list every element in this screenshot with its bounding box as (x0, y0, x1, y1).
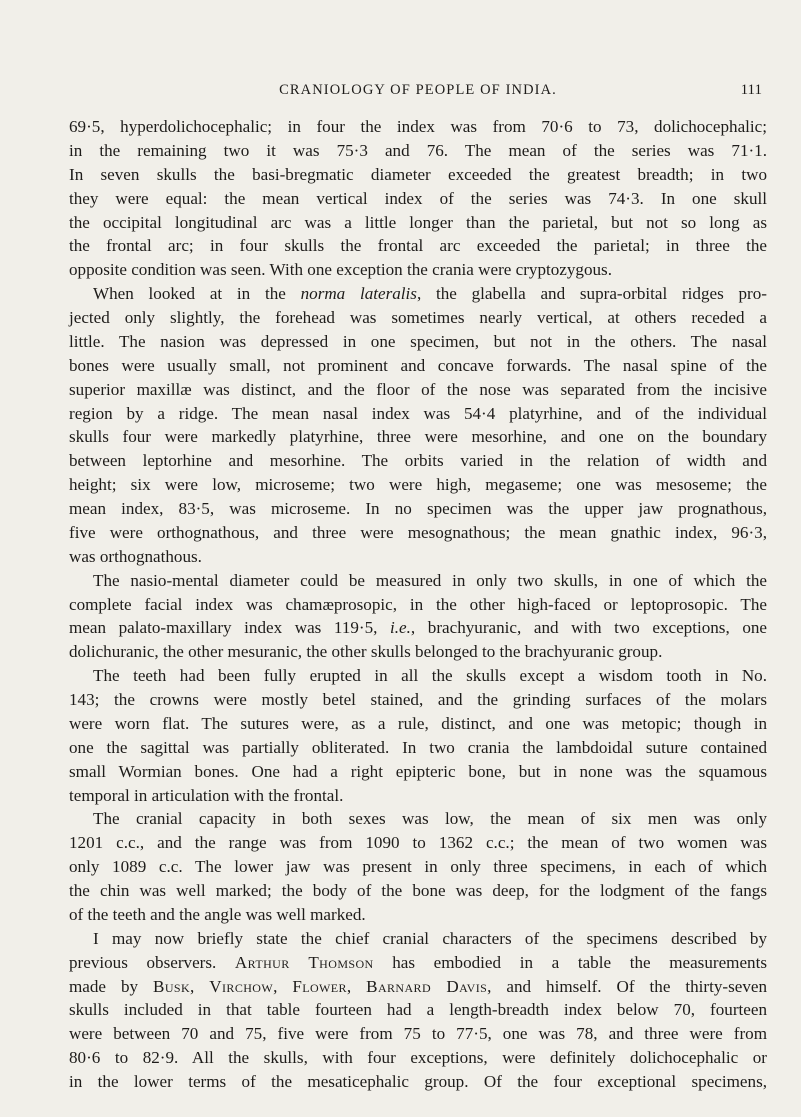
text-line: was orthognathous. (69, 546, 202, 566)
text-span: , (346, 976, 367, 996)
text-line: dolichuranic, the other mesuranic, the other skulls belonged to the brachyuranic group. (69, 642, 663, 662)
text-line: superior maxillæ was distinct, and the floor of the nose was separated from the incisive (69, 379, 767, 399)
author-name: Arthur Thomson (234, 952, 374, 972)
author-name: Flower (292, 976, 347, 996)
text-line: 69·5, hyperdolichocephalic; in four the index was from 70·6 to 73, dolichocephalic; (69, 117, 767, 136)
text-span: has embodied in a table the measurements (373, 952, 767, 972)
text-span: When looked at in the (93, 284, 301, 304)
running-head (68, 78, 768, 102)
page-number: 111 (740, 82, 762, 98)
text-line: one the sagittal was partially obliterated. In two crania the lambdoidal suture contained (69, 737, 767, 757)
text-line (69, 616, 767, 640)
text-line: height; six were low, microseme; two were high, megaseme; one was mesoseme; the (69, 475, 767, 495)
text-span: previous observers. (69, 952, 235, 972)
text-line: I may now briefly state the chief cranial characters of the specimens described by (93, 928, 767, 948)
text-span: , (190, 976, 210, 996)
text-line: opposite condition was seen. With one exception the crania were cryptozygous. (69, 260, 612, 280)
text-line: The cranial capacity in both sexes was low, the mean of six men was only (93, 809, 767, 829)
text-line (69, 975, 767, 999)
italic-term: i.e. (390, 618, 411, 638)
text-line (69, 951, 767, 975)
text-line: region by a ridge. The mean nasal index was 54·4 platyrhine, and of the individual (69, 403, 767, 423)
text-span: made by (69, 976, 154, 996)
text-span: mean palato-maxillary index was 119·5, (69, 618, 391, 638)
text-line: mean index, 83·5, was microseme. In no specimen was the upper jaw prognathous, (69, 499, 767, 518)
text-span: , (273, 976, 293, 996)
text-line: of the teeth and the angle was well marked. (69, 904, 366, 924)
text-line: The teeth had been fully erupted in all the skulls except a wisdom tooth in No. (93, 666, 767, 686)
italic-term: norma lateralis (300, 284, 417, 304)
text-line: In seven skulls the basi-bregmatic diameter exceeded the greatest breadth; in two (69, 164, 767, 184)
text-line: 143; the crowns were mostly betel stained, and the grinding surfaces of the molars (69, 690, 767, 709)
text-line: in the lower terms of the mesaticephalic group. Of the four exceptional specimens, (69, 1072, 767, 1091)
text-line: only 1089 c.c. The lower jaw was present in only three specimens, in each of which (69, 857, 767, 877)
text-line: the chin was well marked; the body of the bone was deep, for the lodgment of the fangs (69, 881, 767, 900)
text-line: skulls four were markedly platyrhine, three were mesorhine, and one on the boundary (69, 427, 767, 447)
text-line: skulls included in that table fourteen had a length-breadth index below 70, fourteen (69, 1000, 767, 1020)
author-name: Busk (153, 976, 191, 996)
text-line: small Wormian bones. One had a right epipteric bone, but in none was the squamous (69, 761, 767, 781)
text-line: they were equal: the mean vertical index of the series was 74·3. In one skull (69, 188, 767, 208)
running-title: CRANIOLOGY OF PEOPLE OF INDIA. (279, 82, 557, 98)
text-span: , and himself. Of the thirty-seven (487, 976, 768, 996)
text-line: The nasio-mental diameter could be measured in only two skulls, in one of which the (93, 570, 767, 590)
text-span: , the glabella and supra-orbital ridges pro- (416, 284, 767, 304)
text-line: bones were usually small, not prominent and concave forwards. The nasal spine of the (69, 355, 767, 375)
text-line: 1201 c.c., and the range was from 1090 to 1362 c.c.; the mean of two women was (69, 833, 767, 853)
text-line: were worn flat. The sutures were, as a rule, distinct, and one was metopic; though in (69, 713, 767, 733)
author-name: Barnard Davis (366, 976, 488, 996)
text-line (69, 282, 767, 306)
text-line: between leptorhine and mesorhine. The orbits varied in the relation of width and (69, 451, 767, 471)
text-line: in the remaining two it was 75·3 and 76. The mean of the series was 71·1. (69, 140, 767, 160)
text-line: the frontal arc; in four skulls the frontal arc exceeded the parietal; in three the (69, 236, 767, 256)
text-line: 80·6 to 82·9. All the skulls, with four exceptions, were definitely dolichocephalic or (69, 1048, 767, 1068)
text-line: complete facial index was chamæprosopic, in the other high-faced or leptoprosopic. The (69, 594, 767, 614)
text-line: five were orthognathous, and three were mesognathous; the mean gnathic index, 96·3, (69, 522, 767, 542)
text-line: little. The nasion was depressed in one specimen, but not in the others. The nasal (69, 331, 767, 351)
author-name: Virchow (209, 976, 274, 996)
text-line: temporal in articulation with the frontal. (69, 785, 344, 805)
text-span: , brachyuranic, and with two exceptions, one (410, 618, 767, 638)
body-text (69, 115, 767, 1094)
text-line: were between 70 and 75, five were from 75 to 77·5, one was 78, and three were from (69, 1024, 767, 1044)
text-line: jected only slightly, the forehead was sometimes nearly vertical, at others receded a (69, 308, 767, 327)
text-line: the occipital longitudinal arc was a little longer than the parietal, but not so long as (69, 212, 767, 232)
